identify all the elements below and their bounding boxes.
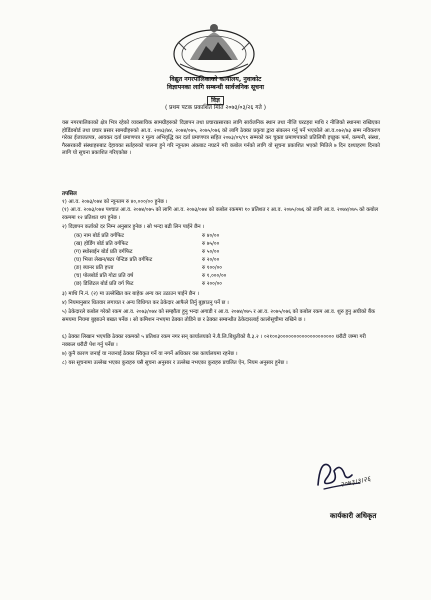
government-emblem-logo xyxy=(168,20,260,82)
signatory-title: कार्यकारी अधिकृत xyxy=(330,512,377,520)
condition-item: ७) कुनै कारण जनाई या नजनाई ठेक्का स्विकृत गर्ने या नगर्ने अधिकार यस कार्यालयमा रहनेछ । xyxy=(62,351,238,357)
rate-value: रु १००/०० xyxy=(202,265,222,271)
rate-label: (क) नाम बोर्ड प्रति वर्गफिट xyxy=(74,233,125,239)
condition-item: ६) ठेक्का लिखान भएपछि ठेक्का रकमको ५ प्रतिशत रकम नगर सन् कार्यालयको ने.बै.लि.बिधुतीको बै.३.२ । ०२१००३०००००००००००००००००००० धरौटी जम्मा गरी नक्कल धरौटी पेश गर्नु पर्नेछ । xyxy=(62,334,366,348)
rate-value: रु ४०/०० xyxy=(202,233,220,239)
rate-value: रु २००/०० xyxy=(202,281,222,287)
rate-label: (छ) डिजिटल बोर्ड प्रति वर्ग फिट xyxy=(74,281,134,287)
publication-line: ( प्रथम पटक प्रकाशित मिति २०७३/०३/२६ गते ) xyxy=(165,105,266,111)
condition-item: २) विज्ञापन कर्ताको दर निम्न अनुसार हुनेछ । सो भन्दा बढी लिन पाईने छैन । xyxy=(62,224,205,230)
condition-item: (१) आ.व. २०७३/०७४ पश्चात आ.व. २०७४/०७५ को लागि आ.व. २०७३/०७४ को कबोल रकममा १० प्रतिशत र आ.व. २०७५/०७६ को लागि आ.व. २०७४/०७५ को कबोल रकममा १२ प्रतिशत थप हुनेछ । xyxy=(62,207,379,221)
rate-label: (ग) स्थोसाईन बोर्ड प्रति वर्गफिट xyxy=(74,249,133,255)
office-name: विद्युत नगरपालिकाको कार्यालय, नुवाकोट xyxy=(169,76,262,83)
rate-label: (च) पोलबोर्ड प्रति गोटा प्रति वर्ष xyxy=(74,273,134,279)
rate-value: रु १,०००/०० xyxy=(202,273,227,279)
condition-item: ८) यस सूचनामा उल्लेख भएका कुराहरु यसै सूचना अनुसार र उल्लेख नभएका कुराहरु प्रचलित ऐन, नियम अनुसार हुनेछ । xyxy=(62,360,288,366)
rate-label: (घ) भित्ता लेखन/बटर पेन्टिङ प्रति वर्गफिट xyxy=(74,257,153,263)
condition-item: ३) माथि नि.नं. (२) मा उल्लेखित कर बाहेक अन्य कर उठाउन पाईने छैन । xyxy=(62,291,199,297)
conditions-heading: तपसिल xyxy=(62,191,77,197)
rate-value: रु ७५/०० xyxy=(202,241,220,247)
intro-paragraph: यस नगरपालिकाको क्षेत्र भित्र रहेको व्यवसायिक सामग्रीहरुको विज्ञापन तथा प्रचारप्रसारका लागि सार्वजनिक स्थान तथा नीजि घरटहरा माथि र नीजिको स्थानमा राखिएका होर्डिङबोर्ड तथा प्रचार प्रसार सामग्रीहरुको आ.व. २०७३/७४, २०७४/०७५, २०७५/०७६ को लागि ठेक्का प्रकृया द्वारा संकलन गर्नु पर्ने भएकोले आ.व.०७२/७३ सम्म नविकरण गरेका ईजाजतपत्र, आयकर दर्ता प्रमाणपत्र र मूल्य अभिवृद्धि कर दर्ता प्रमाणपत्र सहित २०७३/०९/१९ सम्मको कर चुक्ता प्रमाणपत्रको प्रतिलिपी इच्छुक फर्म, कम्पनी, संस्था, गैरसरकारी संस्थाहरुबाट देहायका सर्तहरुको पालना हुने गरि न्यूनतम अंकबाट नघटने गरी कबोल गर्नको लागि यो सूचना प्रकाशित भएको मितिले ७ दिन दश्याहरण दिनको लागि यो सूचना प्रकाशित गरिएकोछ । xyxy=(62,120,380,157)
rate-label: (ख) होर्डिंग बोर्ड प्रति वर्गफिट xyxy=(74,241,129,247)
notice-type-label: विज्ञ xyxy=(207,96,224,105)
condition-item: ४) नियमानुसार धितवार लगायत र अन्य विधिगत कर ठेकेदार आफैले तिर्नु बुझाउनु पर्ने छ । xyxy=(62,300,229,306)
rate-label: (ङ) ब्यानर प्रति हप्ता xyxy=(74,265,114,271)
condition-item: १) आ.व. २०७३/०७४ को न्यूनतम रु ४०,०००/०० हुनेछ । xyxy=(62,199,168,205)
condition-item: ५) ठेकेदारले कबोल गरेको रकम आ.व. २०७३/०७४ को सम्झौता हुनु भन्दा अगाडी र आ.व. २०७४/०७५ र आ.व. २०७५/०७६ को कबोल रकम आ.व. शुरु हुनु अघीको बैंक समयमा नियमा बुझाउने बखत पर्नेछ । सो कमिशन नभएमा ठेक्का तोडिने छ र ठेक्का सम्बन्धीत ठेकेदारलाई कालोसूचीमा राखिने छ । xyxy=(62,309,375,323)
signature-date: २०७३।३।२६ xyxy=(339,474,372,490)
rate-value: रु ५०/०० xyxy=(202,249,220,255)
rate-value: रु २०/०० xyxy=(202,257,220,263)
notice-title: विज्ञापनका लागि सम्बन्धी सार्वजनिक सूचना xyxy=(166,84,265,91)
